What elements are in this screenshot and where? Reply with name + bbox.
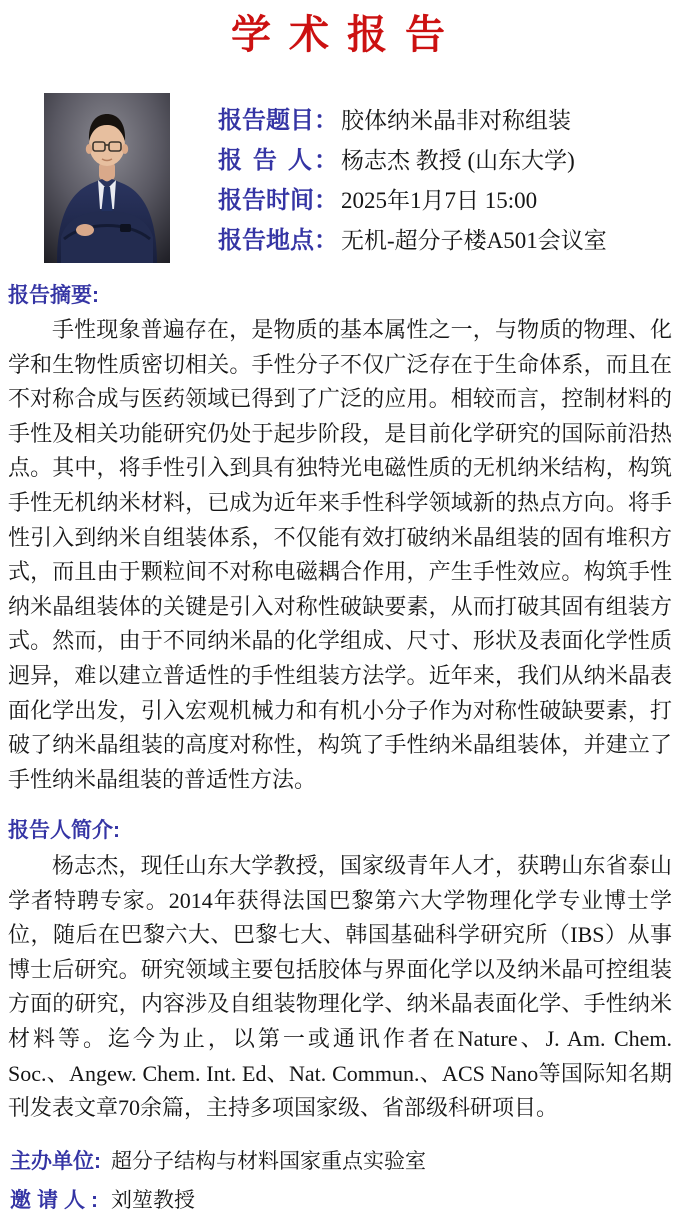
info-row-time <box>218 181 607 221</box>
info-label-time: 报告时间： <box>218 187 338 215</box>
organizer-value: 超分子结构与材料国家重点实验室 <box>111 1148 426 1173</box>
info-row-location <box>218 221 607 261</box>
info-value-title: 胶体纳米晶非对称组装 <box>341 108 571 134</box>
footer-block <box>10 1141 426 1210</box>
inviter-label: 邀 请 人 : <box>10 1188 98 1210</box>
section-heading-bio: 报告人简介: <box>8 819 120 842</box>
info-value-speaker: 杨志杰 教授 (山东大学) <box>341 148 575 174</box>
person-portrait-icon <box>44 93 170 263</box>
abstract-text: 手性现象普遍存在，是物质的基本属性之一，与物质的物理、化学和生物性质密切相关。手性分子不仅广泛存在于生命体系，而且在不对称合成与医药领域已得到了广泛的应用。相较而言，控制材料的手性及相关功能研究仍处于起步阶段，是目前化学研究的国际前沿热点。其中，将手性引入到具有独特光电磁性质的无机纳米结构，构筑手性无机纳米材料，已成为近年来手性科学领域新的热点方向。将手性引入到纳米自组装体系，不仅能有效打破纳米晶组装的固有堆积方式，而且由于颗粒间不对称电磁耦合作用，产生手性效应。构筑手性纳米晶组装体的关键是引入对称性破缺要素，从而打破其固有组装方式。然而，由于不同纳米晶的化学组成、尺寸、形状及表面化学性质迥异，难以建立普适性的手性组装方法学。近年来，我们从纳米晶表面化学出发，引入宏观机械力和有机小分子作为对称性破缺要素，打破了纳米晶组装的高度对称性，构筑了手性纳米晶组装体，并建立了手性纳米晶组装的普适性方法。 <box>8 317 672 792</box>
inviter-value: 刘堃教授 <box>111 1187 195 1210</box>
info-label-location: 报告地点： <box>218 227 338 255</box>
info-value-time: 2025年1月7日 15:00 <box>341 188 538 214</box>
organizer-label: 主办单位: <box>10 1149 101 1173</box>
info-label-title: 报告题目： <box>218 107 338 135</box>
info-label-speaker: 报 告 人： <box>218 147 338 175</box>
info-value-location: 无机-超分子楼A501会议室 <box>341 228 607 254</box>
section-heading-abstract: 报告摘要: <box>8 284 99 307</box>
inviter-row <box>10 1180 426 1210</box>
page-title: 学术报告 <box>231 12 463 57</box>
bio-text: 杨志杰，现任山东大学教授，国家级青年人才，获聘山东省泰山学者特聘专家。2014年获得法国巴黎第六大学物理化学专业博士学位，随后在巴黎六大、巴黎七大、韩国基础科学研究所（IBS）从事博士后研究。研究领域主要包括胶体与界面化学以及纳米晶可控组装方面的研究，内容涉及自组装物理化学、纳米晶表面化学、手性纳米材料等。迄今为止，以第一或通讯作者在Nature、J. Am. Chem. Soc.、Angew. Chem. Int. Ed、Nat. Commun.、ACS Nano等国际知名期刊发表文章70余篇，主持多项国家级、省部级科研项目。 <box>8 853 672 1121</box>
info-row-speaker <box>218 141 607 181</box>
info-block <box>218 101 607 261</box>
info-row-title <box>218 101 607 141</box>
organizer-row <box>10 1141 426 1180</box>
speaker-portrait-photo <box>44 93 170 263</box>
